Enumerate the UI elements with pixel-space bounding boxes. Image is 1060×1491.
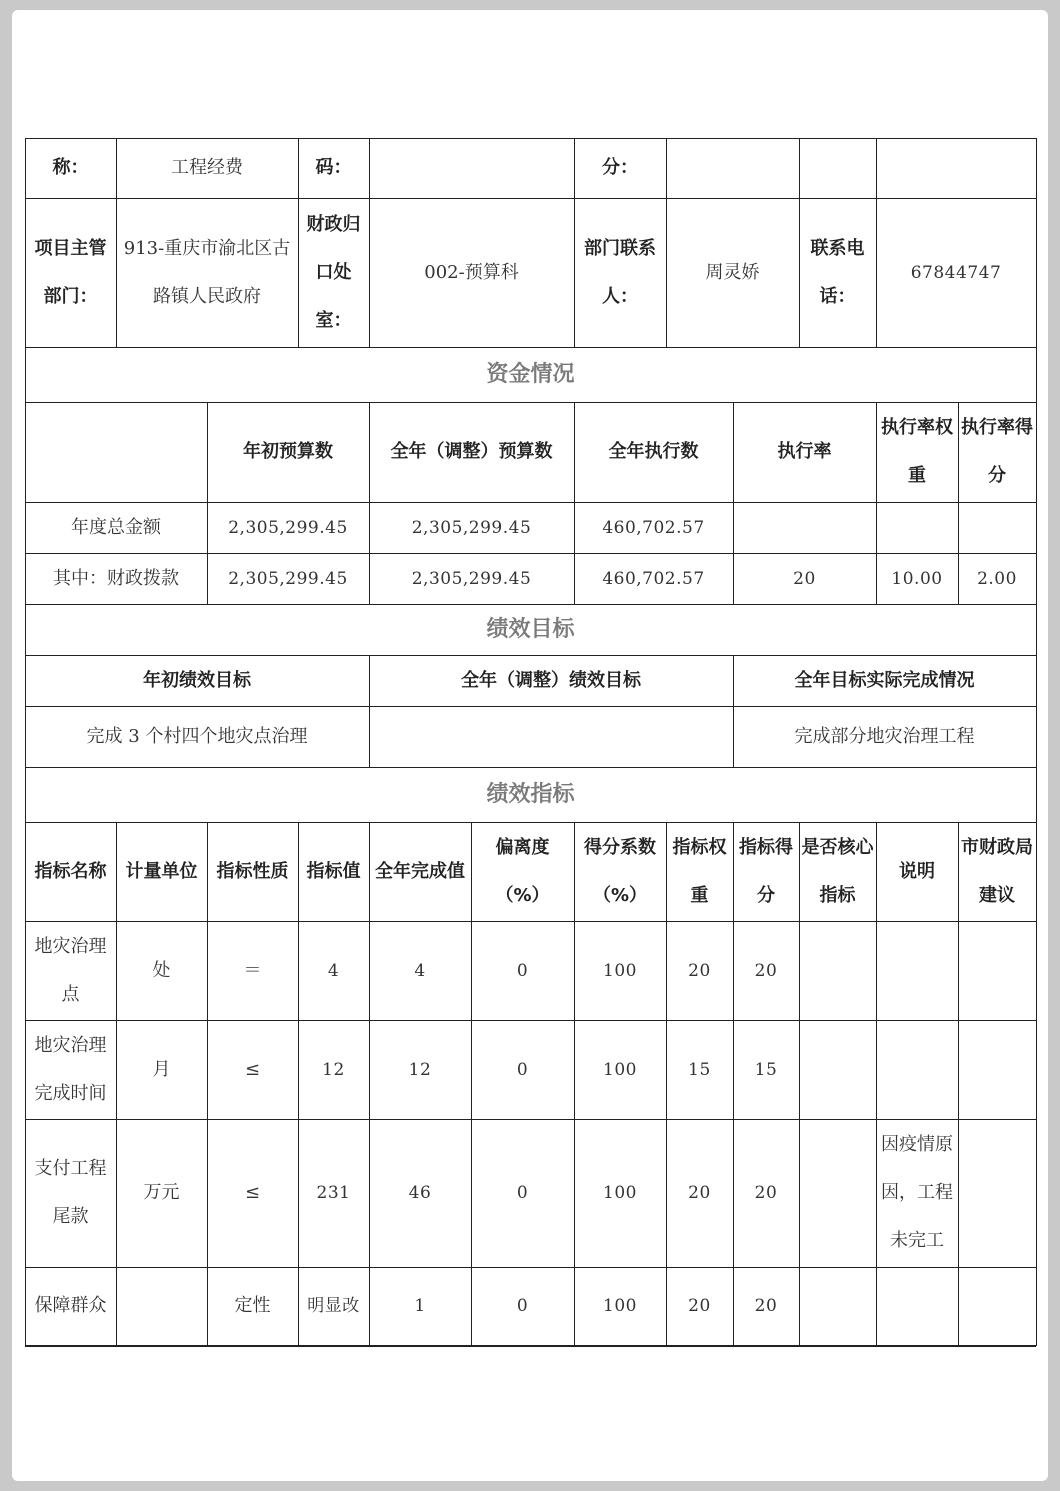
indicators-row-1-col-8-text: 15 bbox=[754, 1059, 778, 1080]
goals-value-0-text: 完成 3 个村四个地灾点治理 bbox=[86, 725, 308, 747]
funds-header-3-text: 全年执行数 bbox=[608, 441, 699, 462]
indicators-row-1-col-3 bbox=[298, 1020, 369, 1119]
table-rule bbox=[207, 402, 208, 604]
indicators-row-0-col-0 bbox=[25, 921, 116, 1020]
indicators-header-9 bbox=[799, 822, 876, 921]
indicators-header-3 bbox=[298, 822, 369, 921]
goals-header-1 bbox=[369, 655, 733, 706]
indicators-row-2-col-10-text: 因疫情原因，工程未完工 bbox=[881, 1134, 953, 1251]
table-rule bbox=[298, 138, 299, 347]
indicators-header-10-text: 说明 bbox=[899, 860, 935, 882]
indicators-header-3-text: 指标值 bbox=[306, 860, 361, 882]
indicators-row-2-col-3 bbox=[298, 1119, 369, 1267]
indicators-row-3-col-7 bbox=[666, 1267, 733, 1345]
funds-row-1-col-4 bbox=[733, 553, 876, 604]
indicators-row-3-col-1 bbox=[116, 1267, 207, 1345]
indicators-row-2-col-2-text: ≤ bbox=[244, 1182, 261, 1203]
goals-header-1-text: 全年（调整）绩效目标 bbox=[461, 669, 641, 691]
table-rule bbox=[116, 138, 117, 347]
header-r1-col-6 bbox=[666, 138, 799, 198]
table-rule bbox=[369, 402, 370, 604]
funds-section-title bbox=[25, 347, 1036, 402]
indicators-section-title bbox=[25, 767, 1036, 822]
indicators-row-0-col-5-text: 0 bbox=[516, 960, 529, 981]
funds-row-1-col-0-text: 其中：财政拨款 bbox=[53, 567, 179, 589]
funds-row-0-col-4 bbox=[733, 502, 876, 553]
indicators-row-2-col-5 bbox=[471, 1119, 574, 1267]
indicators-row-3-col-2-text: 定性 bbox=[234, 1295, 271, 1316]
indicators-row-2-col-2 bbox=[207, 1119, 298, 1267]
header-r2-col-6-text: 周灵娇 bbox=[705, 261, 760, 283]
indicators-row-0-col-5 bbox=[471, 921, 574, 1020]
funds-header-5 bbox=[876, 402, 958, 502]
indicators-row-3-col-6 bbox=[574, 1267, 666, 1345]
funds-header-3 bbox=[574, 402, 733, 502]
indicators-header-7-text: 指标权重 bbox=[672, 836, 727, 906]
indicators-row-2-col-3-text: 231 bbox=[316, 1183, 351, 1203]
indicators-header-8 bbox=[733, 822, 799, 921]
indicators-row-3-col-3 bbox=[298, 1267, 369, 1345]
indicators-row-2-col-6 bbox=[574, 1119, 666, 1267]
header-r1-col-5-text: 分： bbox=[602, 157, 638, 178]
indicators-row-1-col-2 bbox=[207, 1020, 298, 1119]
indicators-row-3-col-10 bbox=[876, 1267, 958, 1345]
indicators-row-0-col-3-text: 4 bbox=[327, 960, 340, 981]
indicators-row-2-col-7-text: 20 bbox=[688, 1183, 711, 1203]
indicators-row-2-col-8-text: 20 bbox=[754, 1183, 778, 1203]
funds-row-0-col-1-text: 2,305,299.45 bbox=[228, 517, 348, 538]
table-rule bbox=[25, 138, 1036, 139]
indicators-row-1-col-0-text: 地灾治理完成时间 bbox=[34, 1034, 107, 1104]
funds-row-0-col-0-text: 年度总金额 bbox=[71, 516, 161, 538]
funds-row-1-col-6-text: 2.00 bbox=[977, 568, 1017, 589]
indicators-header-8-text: 指标得分 bbox=[739, 836, 793, 906]
indicators-header-11 bbox=[958, 822, 1036, 921]
indicators-header-7 bbox=[666, 822, 733, 921]
indicators-row-3-col-0 bbox=[25, 1267, 116, 1345]
funds-row-0-col-3-text: 460,702.57 bbox=[602, 517, 705, 538]
funds-row-0-col-6 bbox=[958, 502, 1036, 553]
funds-row-1-col-6 bbox=[958, 553, 1036, 604]
indicators-header-4-text: 全年完成值 bbox=[375, 860, 465, 882]
indicators-row-2-col-9 bbox=[799, 1119, 876, 1267]
funds-row-1-col-4-text: 20 bbox=[793, 568, 816, 589]
goals-value-0 bbox=[25, 706, 369, 767]
funds-row-0-col-1 bbox=[207, 502, 369, 553]
header-r1-col-3 bbox=[298, 138, 369, 198]
indicators-row-2-col-8 bbox=[733, 1119, 799, 1267]
indicators-row-1-col-3-text: 12 bbox=[322, 1059, 345, 1080]
indicators-row-3-col-8 bbox=[733, 1267, 799, 1345]
header-r2-col-5 bbox=[574, 198, 666, 347]
indicators-header-1-text: 计量单位 bbox=[125, 860, 198, 882]
funds-header-5-text: 执行率权重 bbox=[881, 417, 953, 486]
table-rule bbox=[25, 553, 1036, 554]
indicators-header-11-text: 市财政局建议 bbox=[961, 836, 1033, 906]
indicators-row-1-col-5 bbox=[471, 1020, 574, 1119]
header-r1-col-2 bbox=[116, 138, 298, 198]
header-r2-col-4-text: 002-预算科 bbox=[424, 261, 519, 283]
indicators-row-0-col-10 bbox=[876, 921, 958, 1020]
header-r1-col-8 bbox=[876, 138, 1036, 198]
funds-section-title-text: 资金情况 bbox=[486, 361, 575, 387]
indicators-row-0-col-11 bbox=[958, 921, 1036, 1020]
header-r2-col-2-text: 913-重庆市渝北区古路镇人民政府 bbox=[123, 237, 291, 307]
indicators-row-3-col-11 bbox=[958, 1267, 1036, 1345]
indicators-row-2-col-1 bbox=[116, 1119, 207, 1267]
header-r2-col-7 bbox=[799, 198, 876, 347]
funds-row-1-col-1 bbox=[207, 553, 369, 604]
funds-row-0-col-5 bbox=[876, 502, 958, 553]
indicators-row-1-col-0 bbox=[25, 1020, 116, 1119]
table-rule bbox=[876, 138, 877, 347]
indicators-row-0-col-7-text: 20 bbox=[688, 960, 711, 981]
indicators-row-0-col-1-text: 处 bbox=[152, 959, 171, 981]
table-rule bbox=[876, 402, 877, 604]
table-rule bbox=[25, 1345, 1036, 1347]
indicators-row-3-col-8-text: 20 bbox=[754, 1296, 778, 1316]
indicators-row-2-col-1-text: 万元 bbox=[143, 1182, 180, 1203]
indicators-row-1-col-6-text: 100 bbox=[603, 1059, 637, 1080]
funds-header-4 bbox=[733, 402, 876, 502]
table-rule bbox=[25, 138, 26, 1346]
indicators-row-2-col-0 bbox=[25, 1119, 116, 1267]
indicators-header-6 bbox=[574, 822, 666, 921]
indicators-row-2-col-11 bbox=[958, 1119, 1036, 1267]
table-rule bbox=[25, 1267, 1036, 1268]
header-r1-col-1-text: 称： bbox=[52, 157, 89, 178]
goals-value-2 bbox=[733, 706, 1036, 767]
indicators-row-1-col-6 bbox=[574, 1020, 666, 1119]
funds-header-4-text: 执行率 bbox=[777, 441, 832, 462]
funds-header-6 bbox=[958, 402, 1036, 502]
indicators-row-0-col-3 bbox=[298, 921, 369, 1020]
funds-header-6-text: 执行率得分 bbox=[961, 417, 1033, 486]
indicators-row-2-col-10 bbox=[876, 1119, 958, 1267]
funds-header-0 bbox=[25, 402, 207, 502]
indicators-header-0 bbox=[25, 822, 116, 921]
indicators-row-3-col-7-text: 20 bbox=[688, 1296, 711, 1316]
table-rule bbox=[369, 655, 370, 767]
indicators-header-1 bbox=[116, 822, 207, 921]
indicators-row-0-col-1 bbox=[116, 921, 207, 1020]
funds-row-0-col-3 bbox=[574, 502, 733, 553]
indicators-header-0-text: 指标名称 bbox=[34, 860, 107, 882]
indicators-header-5-text: 偏离度（%） bbox=[495, 836, 550, 906]
table-rule bbox=[1036, 138, 1037, 1346]
indicators-row-2-col-5-text: 0 bbox=[516, 1183, 529, 1203]
funds-row-1-col-2 bbox=[369, 553, 574, 604]
funds-row-1-col-3-text: 460,702.57 bbox=[602, 568, 705, 589]
header-r2-col-8-text: 67844747 bbox=[910, 262, 1002, 283]
header-r1-col-1 bbox=[25, 138, 116, 198]
header-r2-col-4 bbox=[369, 198, 574, 347]
header-r2-col-8 bbox=[876, 198, 1036, 347]
table-rule bbox=[25, 1020, 1036, 1021]
funds-header-1-text: 年初预算数 bbox=[243, 441, 333, 462]
indicators-row-0-col-7 bbox=[666, 921, 733, 1020]
table-rule bbox=[25, 822, 1036, 823]
header-r1-col-3-text: 码： bbox=[315, 157, 352, 178]
header-r2-col-3 bbox=[298, 198, 369, 347]
funds-row-1-col-2-text: 2,305,299.45 bbox=[411, 568, 532, 589]
indicators-header-6-text: 得分系数（%） bbox=[584, 836, 656, 906]
funds-row-1-col-0 bbox=[25, 553, 207, 604]
table-rule bbox=[733, 655, 734, 767]
goals-value-2-text: 完成部分地灾治理工程 bbox=[794, 725, 975, 747]
indicators-row-0-col-8 bbox=[733, 921, 799, 1020]
table-rule bbox=[25, 706, 1036, 707]
funds-row-1-col-5 bbox=[876, 553, 958, 604]
indicators-header-9-text: 是否核心指标 bbox=[801, 836, 874, 906]
goals-header-2-text: 全年目标实际完成情况 bbox=[794, 669, 975, 691]
indicators-row-1-col-5-text: 0 bbox=[516, 1059, 529, 1080]
indicators-row-0-col-2 bbox=[207, 921, 298, 1020]
funds-row-1-col-5-text: 10.00 bbox=[891, 568, 943, 589]
header-r1-col-5 bbox=[574, 138, 666, 198]
indicators-row-2-col-0-text: 支付工程尾款 bbox=[34, 1158, 107, 1227]
goals-header-2 bbox=[733, 655, 1036, 706]
indicators-row-0-col-6-text: 100 bbox=[603, 960, 637, 981]
indicators-header-10 bbox=[876, 822, 958, 921]
indicators-row-1-col-7-text: 15 bbox=[688, 1059, 711, 1080]
indicators-row-3-col-5-text: 0 bbox=[516, 1296, 529, 1316]
indicators-row-3-col-5 bbox=[471, 1267, 574, 1345]
funds-row-0-col-0 bbox=[25, 502, 207, 553]
funds-header-2 bbox=[369, 402, 574, 502]
indicators-row-2-col-4 bbox=[369, 1119, 471, 1267]
funds-row-0-col-2-text: 2,305,299.45 bbox=[411, 517, 532, 538]
indicators-row-1-col-1 bbox=[116, 1020, 207, 1119]
header-r2-col-1 bbox=[25, 198, 116, 347]
goals-section-title bbox=[25, 604, 1036, 655]
indicators-row-1-col-7 bbox=[666, 1020, 733, 1119]
indicators-row-0-col-8-text: 20 bbox=[754, 960, 778, 981]
indicators-row-2-col-7 bbox=[666, 1119, 733, 1267]
table-rule bbox=[25, 921, 1036, 922]
table-rule bbox=[25, 1119, 1036, 1120]
goals-header-0 bbox=[25, 655, 369, 706]
indicators-row-0-col-9 bbox=[799, 921, 876, 1020]
indicators-row-2-col-4-text: 46 bbox=[408, 1183, 432, 1203]
indicators-row-1-col-4-text: 12 bbox=[408, 1059, 432, 1080]
indicators-row-0-col-4-text: 4 bbox=[414, 960, 426, 981]
indicators-header-5 bbox=[471, 822, 574, 921]
indicators-row-3-col-2 bbox=[207, 1267, 298, 1345]
header-r2-col-6 bbox=[666, 198, 799, 347]
table-rule bbox=[574, 402, 575, 604]
table-rule bbox=[25, 198, 1036, 199]
funds-header-1 bbox=[207, 402, 369, 502]
goals-header-0-text: 年初绩效目标 bbox=[143, 669, 251, 691]
funds-header-2-text: 全年（调整）预算数 bbox=[390, 441, 553, 462]
indicators-section-title-text: 绩效指标 bbox=[486, 781, 575, 807]
indicators-row-0-col-4 bbox=[369, 921, 471, 1020]
indicators-row-1-col-8 bbox=[733, 1020, 799, 1119]
indicators-header-2-text: 指标性质 bbox=[216, 860, 289, 882]
goals-section-title-text: 绩效目标 bbox=[486, 616, 575, 642]
header-r2-col-7-text: 联系电话： bbox=[810, 237, 865, 307]
header-r1-col-2-text: 工程经费 bbox=[171, 157, 243, 178]
goals-value-1 bbox=[369, 706, 733, 767]
table-rule bbox=[25, 502, 1036, 503]
indicators-header-2 bbox=[207, 822, 298, 921]
header-r2-col-5-text: 部门联系人： bbox=[584, 237, 656, 307]
header-r2-col-3-text: 财政归口处室： bbox=[306, 213, 361, 331]
table-rule bbox=[958, 402, 959, 604]
indicators-header-4 bbox=[369, 822, 471, 921]
table-rule bbox=[369, 138, 370, 347]
header-r1-col-7 bbox=[799, 138, 876, 198]
funds-row-1-col-3 bbox=[574, 553, 733, 604]
table-rule bbox=[799, 138, 800, 347]
funds-row-0-col-2 bbox=[369, 502, 574, 553]
header-r1-col-4 bbox=[369, 138, 574, 198]
header-r2-col-1-text: 项目主管部门： bbox=[34, 237, 107, 307]
indicators-row-1-col-1-text: 月 bbox=[152, 1058, 171, 1080]
indicators-row-0-col-2-text: ＝ bbox=[243, 959, 262, 981]
indicators-row-1-col-2-text: ≤ bbox=[244, 1058, 261, 1080]
header-r2-col-2 bbox=[116, 198, 298, 347]
indicators-row-3-col-0-text: 保障群众 bbox=[34, 1295, 107, 1316]
indicators-row-1-col-9 bbox=[799, 1020, 876, 1119]
indicators-row-3-col-4-text: 1 bbox=[414, 1296, 426, 1316]
funds-row-1-col-1-text: 2,305,299.45 bbox=[228, 568, 348, 589]
indicators-row-3-col-4 bbox=[369, 1267, 471, 1345]
indicators-row-1-col-4 bbox=[369, 1020, 471, 1119]
indicators-row-1-col-10 bbox=[876, 1020, 958, 1119]
table-rule bbox=[733, 402, 734, 604]
indicators-row-0-col-6 bbox=[574, 921, 666, 1020]
indicators-row-1-col-11 bbox=[958, 1020, 1036, 1119]
indicators-row-2-col-6-text: 100 bbox=[603, 1183, 637, 1203]
table-rule bbox=[666, 138, 667, 347]
table-rule bbox=[574, 138, 575, 347]
indicators-row-0-col-0-text: 地灾治理点 bbox=[34, 935, 107, 1005]
indicators-row-3-col-6-text: 100 bbox=[603, 1296, 637, 1316]
indicators-row-3-col-3-text: 明显改 bbox=[307, 1296, 360, 1316]
indicators-row-3-col-9 bbox=[799, 1267, 876, 1345]
